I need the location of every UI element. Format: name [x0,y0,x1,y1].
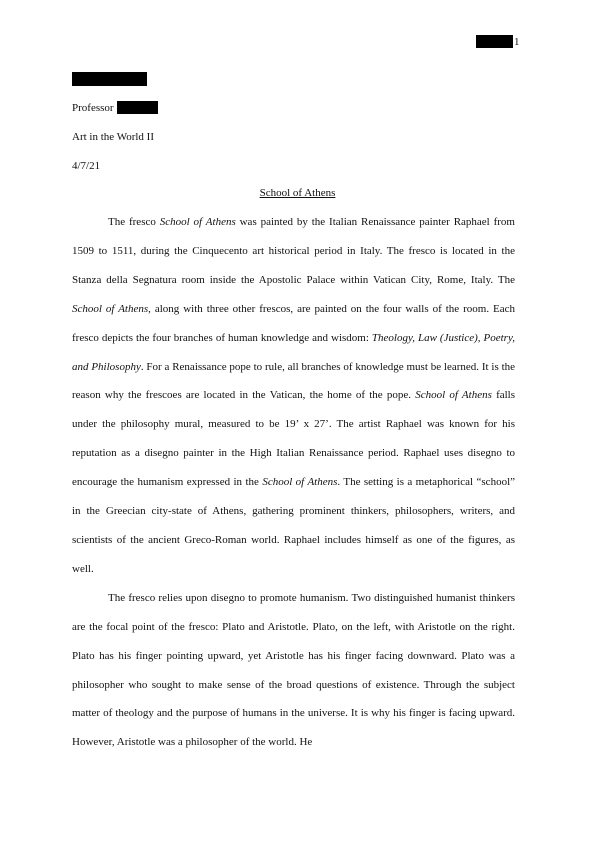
artwork-title: School of Athens [262,476,338,489]
branches-of-knowledge: Theology, Law (Justice), Poetry, and Philosophy [72,331,515,373]
text-run: The fresco [108,216,160,228]
artwork-title: School of Athens [159,216,236,228]
text-run: was painted by the Italian Renaissance painter Raphael from 1509 to 1511, during the Cinquecento art historical period in Italy. The fresco is located in the Stanza della Segnatura room inside the Apostolic Palace within Vatican City, Rome, Italy. The [72,216,515,286]
essay-body [72,208,515,757]
paragraph-2: The fresco relies upon disegno to promote humanism. Two distinguished humanist thinkers are the focal point of the fresco: Plato and Aristotle. Plato, on the left, with Aristotle on the right. Plato has his finger pointing upward, yet Aristotle has his finger facing downward. Plato was a philosopher who sought to make sense of the broad questions of existence. Through the subject matter of theology and the purpose of humans in the universe. It is why his finger is facing upward. However, Aristotle was a philosopher of the world. He [72,591,515,749]
paragraph-1 [72,208,515,584]
redacted-professor-name [117,101,158,114]
text-run: falls under the philosophy mural, measured to be 19’ x 27’. The artist Raphael was known for his reputation as a disegno painter in the High Italian Renaissance period. Raphael uses disegno to encourage the humanism expressed in the [72,389,516,489]
essay-title-text: School of Athens [259,187,336,199]
date: 4/7/21 [72,160,101,172]
text-run: , along with three other frescos, are painted on the four walls of the room. Each fresco depicts the four branches of human knowledge and wisdom: [72,302,515,344]
professor-line [72,101,158,115]
professor-label: Professor [72,102,114,114]
essay-title [0,186,595,200]
page-number: 1 [514,36,520,48]
artwork-title: School of Athens [72,302,149,315]
course-name: Art in the World II [72,131,155,143]
text-run: . For a Renaissance pope to rule, all branches of knowledge must be learned. It is the reason why the frescoes are located in the Vatican, the home of the pope. [72,360,516,402]
artwork-title: School of Athens [415,389,492,402]
text-run: . The setting is a metaphorical “school” in the Greecian city-state of Athens, gathering prominent thinkers, philosophers, writers, and scientists of the ancient Greco-Roman world. Raphael includes himself as one of the figures, as well. [72,476,516,575]
redacted-surname [476,35,513,48]
redacted-student-name [72,72,147,86]
page-header [476,35,520,49]
